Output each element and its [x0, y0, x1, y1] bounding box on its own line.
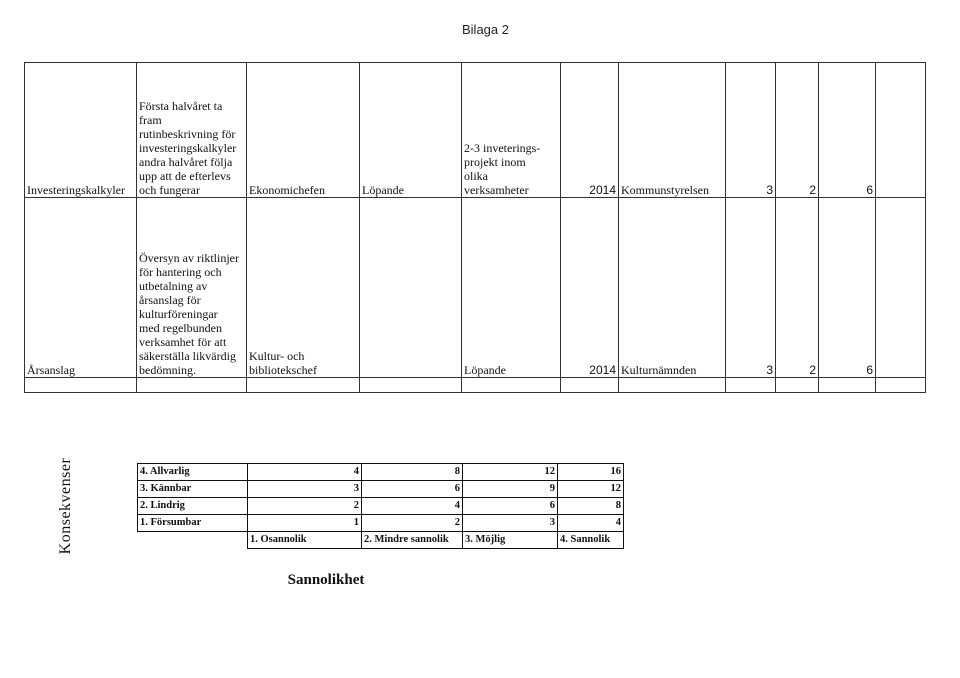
table-row [25, 378, 926, 393]
consequence-label: 4. Allvarlig [138, 464, 248, 481]
consequence-label: 2. Lindrig [138, 498, 248, 515]
matrix-cell: 12 [463, 464, 558, 481]
empty-cell [462, 378, 561, 393]
matrix-cell: 4 [248, 464, 362, 481]
empty-cell [138, 532, 248, 549]
reporting-cell: Kulturnämnden [619, 198, 726, 378]
probability-label: 1. Osannolik [248, 532, 362, 549]
empty-cell [561, 378, 619, 393]
matrix-cell: 4 [362, 498, 463, 515]
probability-label: 3. Möjlig [463, 532, 558, 549]
year-cell: 2014 [561, 198, 619, 378]
responsible-cell: Kultur- och bibliotekschef [247, 198, 360, 378]
score-cell-2: 2 [776, 63, 819, 198]
risk-cell: Investeringskalkyler [25, 63, 137, 198]
consequence-label: 3. Kännbar [138, 481, 248, 498]
matrix-cell: 12 [558, 481, 624, 498]
empty-cell [876, 378, 926, 393]
risk-matrix [137, 463, 624, 549]
empty-cell [619, 378, 726, 393]
empty-cell [247, 378, 360, 393]
matrix-cell: 8 [362, 464, 463, 481]
frequency-cell: Löpande [360, 63, 462, 198]
score-cell-3: 6 [819, 63, 876, 198]
matrix-row [138, 498, 624, 515]
matrix-cell: 16 [558, 464, 624, 481]
matrix-cell: 2 [248, 498, 362, 515]
method-cell: 2-3 inveterings- projekt inom olika verksamheter [462, 63, 561, 198]
attachment-label: Bilaga 2 [462, 22, 509, 37]
matrix-row [138, 481, 624, 498]
action-cell: Första halvåret ta fram rutinbeskrivning för investeringskalkyler andra halvåret följa upp att de efterlevs och fungerar [137, 63, 247, 198]
empty-cell [137, 378, 247, 393]
risk-cell: Årsanslag [25, 198, 137, 378]
empty-cell [776, 378, 819, 393]
matrix-cell: 1 [248, 515, 362, 532]
reporting-cell: Kommunstyrelsen [619, 63, 726, 198]
probability-axis-label: Sannolikhet [287, 572, 365, 588]
matrix-cell: 2 [362, 515, 463, 532]
probability-label: 4. Sannolik [558, 532, 624, 549]
table-row [25, 63, 926, 198]
matrix-cell: 6 [463, 498, 558, 515]
consequence-label: 1. Försumbar [138, 515, 248, 532]
probability-label: 2. Mindre sannolik [362, 532, 463, 549]
empty-cell [726, 378, 776, 393]
matrix-cell: 3 [463, 515, 558, 532]
year-cell: 2014 [561, 63, 619, 198]
matrix-cell: 9 [463, 481, 558, 498]
score-cell-3: 6 [819, 198, 876, 378]
score-cell-1: 3 [726, 198, 776, 378]
responsible-cell: Ekonomichefen [247, 63, 360, 198]
matrix-cell: 3 [248, 481, 362, 498]
matrix-cell: 4 [558, 515, 624, 532]
internal-control-plan-table [24, 62, 926, 393]
consequence-axis-label: Konsekvenser [57, 457, 74, 555]
matrix-row [138, 464, 624, 481]
frequency-cell [360, 198, 462, 378]
matrix-cell: 8 [558, 498, 624, 515]
matrix-row [138, 515, 624, 532]
matrix-cell: 6 [362, 481, 463, 498]
empty-cell [819, 378, 876, 393]
matrix-column-header-row [138, 532, 624, 549]
empty-cell [876, 63, 926, 198]
score-cell-2: 2 [776, 198, 819, 378]
score-cell-1: 3 [726, 63, 776, 198]
empty-cell [25, 378, 137, 393]
action-cell: Översyn av riktlinjer för hantering och utbetalning av årsanslag för kulturföreningar med regelbunden verksamhet för att säkerställa likvärdig bedömning. [137, 198, 247, 378]
empty-cell [876, 198, 926, 378]
method-cell: Löpande [462, 198, 561, 378]
empty-cell [360, 378, 462, 393]
table-row [25, 198, 926, 378]
